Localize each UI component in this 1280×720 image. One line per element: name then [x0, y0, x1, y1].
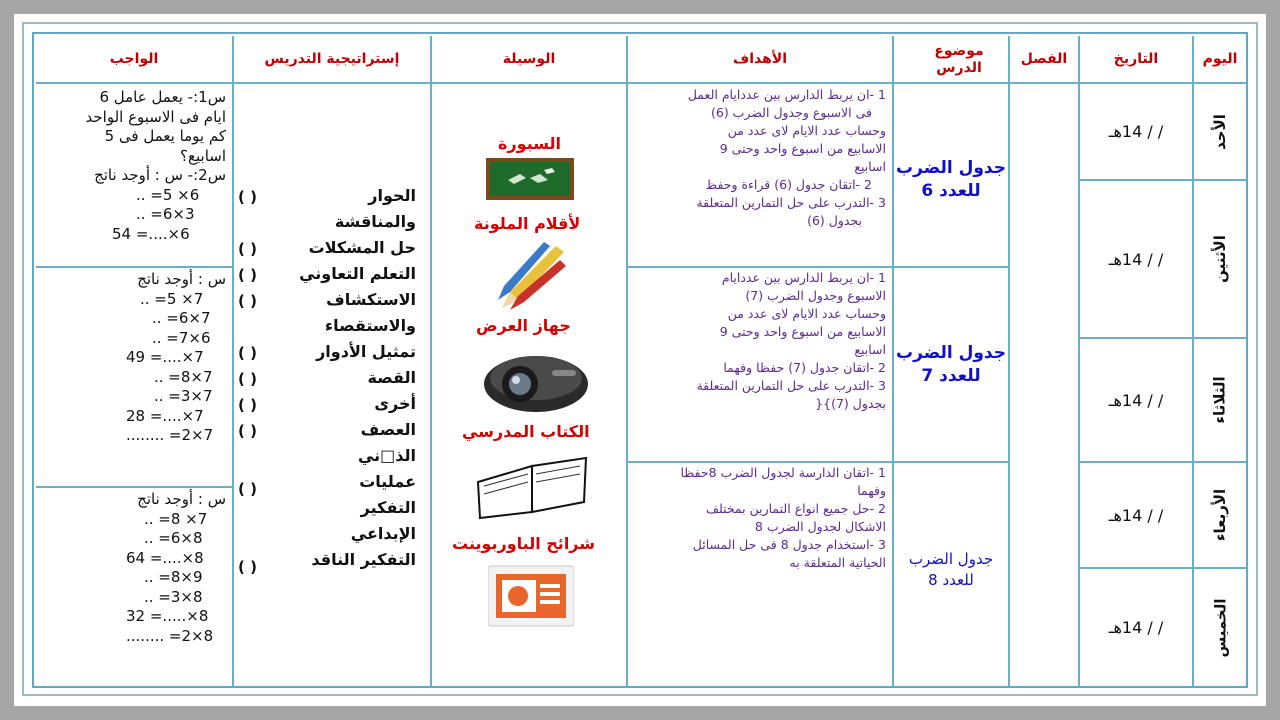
colored-pencils-icon — [496, 238, 568, 314]
checkbox-paren[interactable]: ( ) — [238, 292, 257, 310]
lesson-topic: جدول الضرب للعدد 6 — [896, 158, 1006, 201]
date-cell: / / 14هـ — [1108, 122, 1164, 141]
homework-block: س1:- يعمل عامل 6 ايام فى الاسبوع الواحد كم يوما يعمل فى 5 اسابيع؟ س2:- س : أوجد ناتج .. =5 ×6 .. =6×3 54 =....×6 — [85, 88, 226, 243]
header-homework: الواجب — [109, 51, 159, 67]
tool-label: لأقلام الملونة — [474, 214, 581, 233]
header-date: التاريخ — [1113, 51, 1159, 67]
homework-block: س : أوجد ناتج .. =5 ×7 .. =6×7 .. =7×6 49 =....×7 .. =8×7 .. =3×7 28 =....×7 ........ =2×7 — [126, 270, 226, 444]
goals-list: 1 -اتقان الدارسة لجدول الضرب 8حفظا وفهما 2 -حل جميع انواع التمارين بمختلف الاشكال لجدول الضرب 8 3 -استخدام جدول 8 فى حل المسائل الحياتية المتعلقة به — [680, 465, 886, 570]
day-cell: الأربعاء — [1211, 488, 1230, 542]
checkbox-paren[interactable]: ( ) — [238, 422, 257, 440]
open-book-icon — [474, 452, 590, 522]
day-cell: الخميس — [1211, 598, 1229, 657]
goals-list: 1 -ان يربط الدارس بين عددايام الاسبوع وجدول الضرب (7) وحساب عدد الايام لاى عدد من الاسابيع من اسبوع واحد وحتى 9 اسابيع 2 -اتقان جدول (7) حفظا وفهما 3 -التدرب على حل التمارين المتعلقة بجدول (7)}{ — [696, 270, 886, 411]
checkbox-paren[interactable]: ( ) — [238, 344, 257, 362]
tool-label: شرائح الباوربوينت — [452, 534, 595, 553]
checkbox-paren[interactable]: ( ) — [238, 188, 257, 206]
chalkboard-icon — [486, 158, 574, 200]
checkbox-paren[interactable]: ( ) — [238, 480, 257, 498]
projector-icon — [474, 340, 594, 420]
checkbox-paren[interactable]: ( ) — [238, 266, 257, 284]
tool-label: الكتاب المدرسي — [462, 422, 590, 441]
header-topic: موضوع الدرس — [934, 42, 984, 76]
day-cell: الأثنين — [1210, 235, 1229, 283]
lesson-topic: جدول الضرب للعدد 8 — [908, 550, 994, 589]
day-cell: الأحد — [1210, 113, 1229, 150]
header-tools: الوسيلة — [502, 51, 556, 67]
lesson-topic: جدول الضرب للعدد 7 — [896, 343, 1006, 386]
tool-label: السبورة — [498, 134, 561, 153]
checkbox-paren[interactable]: ( ) — [238, 396, 257, 414]
tool-label: جهاز العرض — [476, 316, 571, 335]
date-cell: / / 14هـ — [1108, 249, 1164, 269]
goals-list: 1 -ان يربط الدارس بين عددايام العمل فى الاسبوع وجدول الضرب (6) وحساب عدد الايام لاى عدد من الاسابيع من اسبوع واحد وحتى 9 اسابيع 2 -اتقان جدول (6) قراءة وحفظ 3 -التدرب على حل التمارين المتعلقة بجدول (6) — [687, 87, 886, 228]
day-cell: الثلاثاء — [1210, 376, 1229, 424]
homework-block: س : أوجد ناتج .. =8 ×7 .. =6×8 64 =....×8 .. =8×9 .. =3×8 32 =.....×8 ........ =2×8 — [126, 490, 226, 645]
header-day: اليوم — [1202, 51, 1238, 67]
header-strategy: إستراتيجية التدريس — [264, 51, 400, 67]
checkbox-paren[interactable]: ( ) — [238, 240, 257, 258]
header-class: الفصل — [1020, 51, 1068, 67]
date-cell: / / 14هـ — [1108, 505, 1164, 525]
strategy-list: الحوار والمناقشة حل المشكلات التعلم التعاوني الاستكشاف والاستقصاء تمثيل الأدوار القصة أخرى العصف الذ□ني عمليات التفكير الإبداعي التفكير الناقد — [299, 186, 416, 569]
date-cell: / / 14هـ — [1108, 390, 1164, 410]
powerpoint-icon — [488, 560, 574, 632]
header-goals: الأهداف — [732, 51, 788, 67]
checkbox-paren[interactable]: ( ) — [238, 558, 257, 576]
date-cell: / / 14هـ — [1108, 618, 1164, 637]
checkbox-paren[interactable]: ( ) — [238, 370, 257, 388]
